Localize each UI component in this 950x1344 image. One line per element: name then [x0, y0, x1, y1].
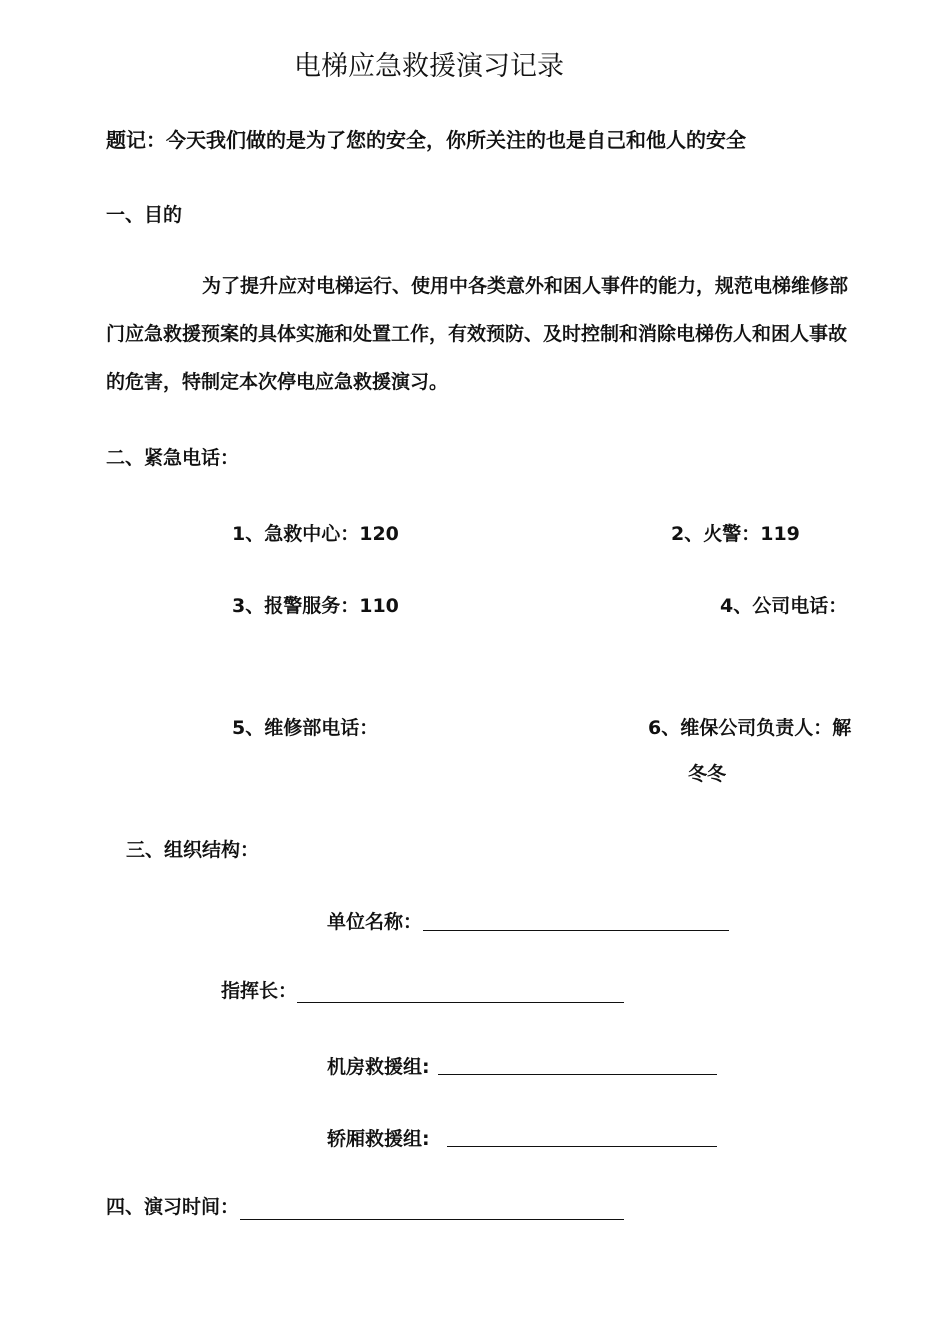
car-rescue-label: 轿厢救援组:	[327, 1128, 430, 1150]
phone-maintenance-company-lead-name: 冬冬	[688, 763, 727, 785]
machine-room-rescue-label: 机房救援组:	[327, 1056, 430, 1078]
section-phones-heading: 二、紧急电话：	[106, 447, 240, 469]
phone-maintenance-dept: 5、维修部电话：	[232, 717, 379, 739]
drill-time-label: 四、演习时间：	[106, 1196, 240, 1218]
commander-label: 指挥长：	[221, 980, 298, 1002]
phone-company: 4、公司电话：	[720, 595, 848, 617]
drill-time-field[interactable]	[240, 1219, 624, 1220]
unit-name-field[interactable]	[423, 930, 729, 931]
phone-emergency-center: 1、急救中心：120	[232, 523, 399, 545]
car-rescue-field[interactable]	[447, 1146, 717, 1147]
section-organization-heading: 三、组织结构：	[126, 839, 260, 861]
purpose-line-3: 的危害，特制定本次停电应急救援演习。	[106, 371, 449, 393]
page-title: 电梯应急救援演习记录	[294, 51, 564, 82]
purpose-line-2: 门应急救援预案的具体实施和处置工作，有效预防、及时控制和消除电梯伤人和困人事故	[106, 323, 848, 345]
purpose-paragraph	[106, 262, 851, 406]
phone-police: 3、报警服务：110	[232, 595, 399, 617]
phone-fire: 2、火警：119	[671, 523, 800, 545]
purpose-line-1: 为了提升应对电梯运行、使用中各类意外和困人事件的能力，规范电梯维修部	[202, 275, 849, 297]
machine-room-rescue-field[interactable]	[438, 1074, 717, 1075]
phone-maintenance-company-lead: 6、维保公司负责人：解	[648, 717, 852, 739]
epigraph: 题记：今天我们做的是为了您的安全，你所关注的也是自己和他人的安全	[106, 128, 746, 152]
section-purpose-heading: 一、目的	[106, 204, 183, 226]
unit-name-label: 单位名称：	[327, 911, 423, 933]
commander-field[interactable]	[297, 1002, 624, 1003]
